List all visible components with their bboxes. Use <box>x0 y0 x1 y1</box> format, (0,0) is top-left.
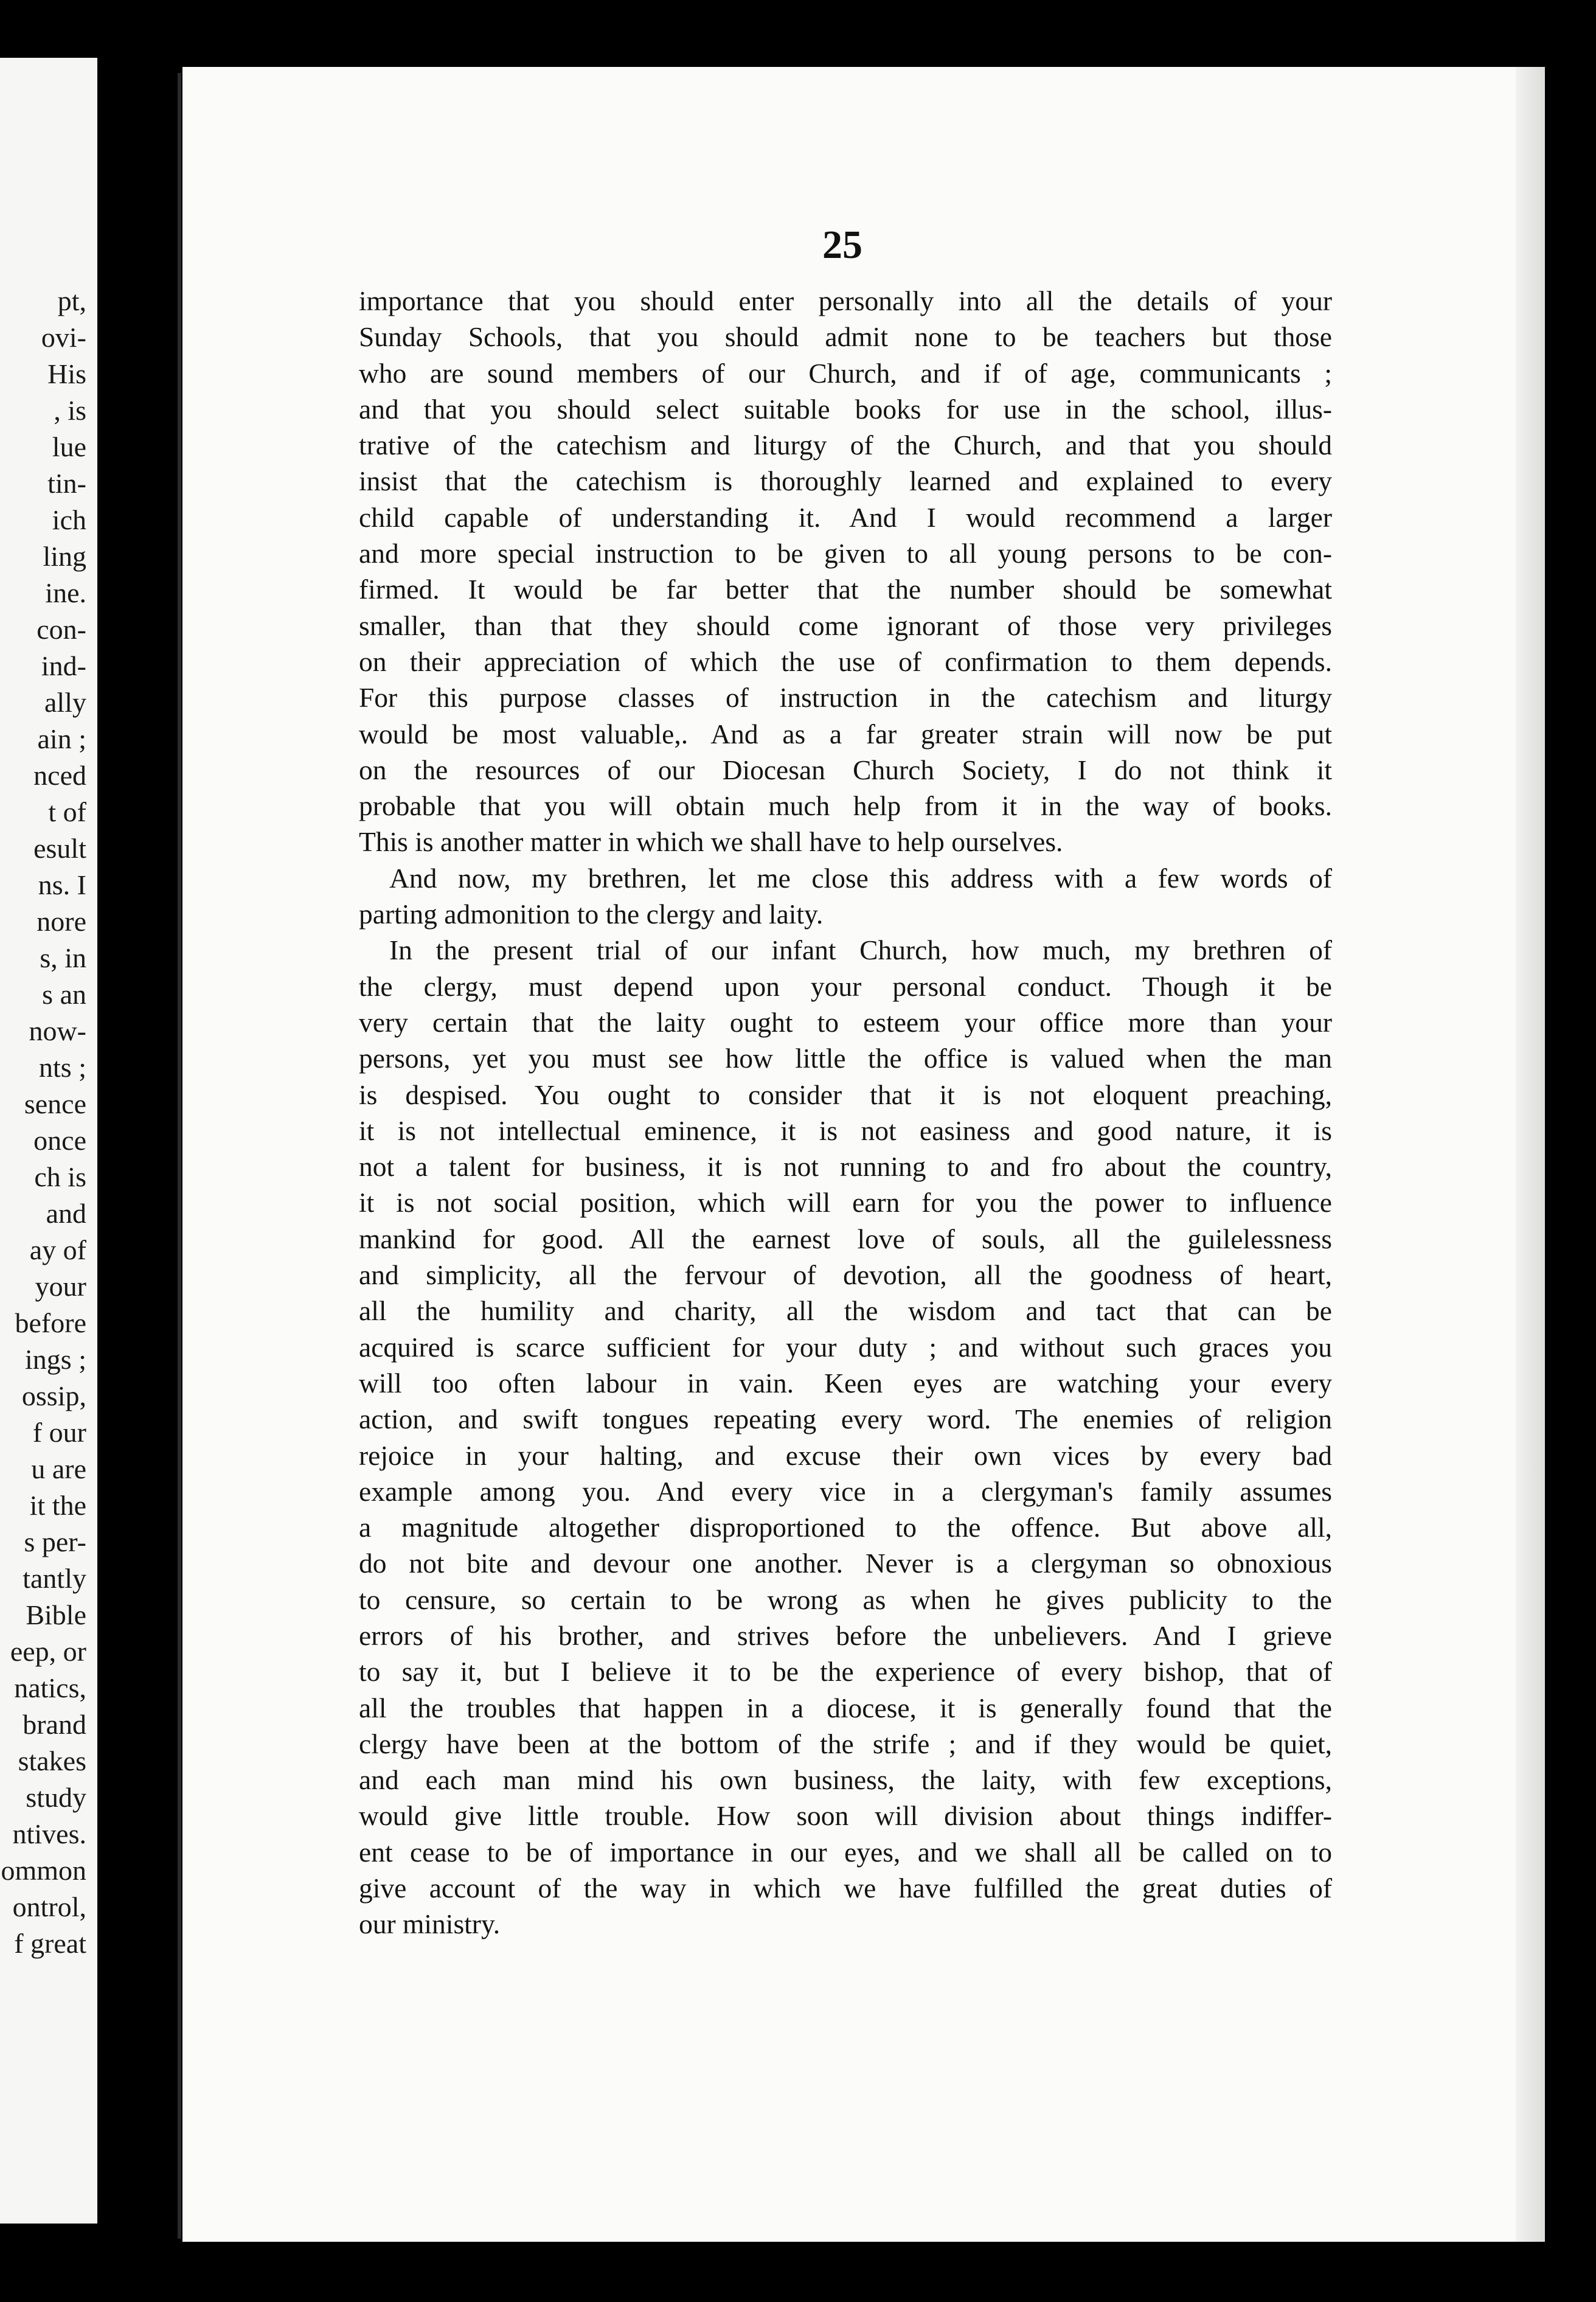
text-line: on the resources of our Diocesan Church Society, I do not think it <box>359 754 1332 785</box>
page <box>182 67 1545 2242</box>
text-line: clergy have been at the bottom of the strife ; and if they would be quiet, <box>359 1728 1332 1759</box>
text-line: do not bite and devour one another. Never is a clergyman so obnoxious <box>359 1548 1332 1579</box>
left-page-fragment: ling <box>43 541 86 572</box>
left-page-fragment: before <box>15 1307 86 1338</box>
text-line: mankind for good. All the earnest love of souls, all the guilelessness <box>359 1223 1332 1254</box>
left-page-fragment: ings ; <box>25 1344 86 1375</box>
left-page-fragment: study <box>26 1782 86 1813</box>
left-page-fragment: brand <box>23 1709 86 1740</box>
left-page-fragment: esult <box>33 833 86 864</box>
left-page-fragment: ain ; <box>37 723 86 754</box>
left-page-fragment: and <box>46 1198 86 1229</box>
left-page-fragment: ine. <box>45 577 86 608</box>
text-line: and simplicity, all the fervour of devotion, all the goodness of heart, <box>359 1259 1332 1291</box>
left-page-fragment: nced <box>33 760 86 791</box>
text-line: it is not social position, which will earn for you the power to influence <box>359 1187 1332 1219</box>
text-line: ent cease to be of importance in our eyes, and we shall all be called on to <box>359 1836 1332 1868</box>
text-line: very certain that the laity ought to esteem your office more than your <box>359 1006 1332 1038</box>
left-page-fragment: sence <box>24 1088 86 1119</box>
page-number: 25 <box>822 223 862 267</box>
text-line: example among you. And every vice in a clergyman's family assumes <box>359 1475 1332 1507</box>
text-line: all the humility and charity, all the wisdom and tact that can be <box>359 1295 1332 1327</box>
text-line: to censure, so certain to be wrong as when he gives publicity to the <box>359 1584 1332 1615</box>
left-page-fragment: ch is <box>34 1161 86 1192</box>
text-line: our ministry. <box>359 1908 501 1940</box>
text-line: all the troubles that happen in a diocese, it is generally found that the <box>359 1692 1332 1723</box>
text-line: and that you should select suitable books for use in the school, illus- <box>359 393 1332 425</box>
left-page-fragment: f great <box>14 1928 86 1959</box>
left-page-fragment: ommon <box>1 1855 86 1886</box>
left-page-fragment: it the <box>29 1490 86 1521</box>
left-page-fragment: , is <box>54 395 86 426</box>
left-page-fragment: tantly <box>23 1563 86 1594</box>
body-text <box>359 283 1332 1942</box>
text-line: importance that you should enter personally into all the details of your <box>359 285 1332 316</box>
text-line: the clergy, must depend upon your personal conduct. Though it be <box>359 970 1332 1002</box>
text-line: will too often labour in vain. Keen eyes are watching your every <box>359 1367 1332 1399</box>
left-page-fragment: now- <box>29 1015 86 1046</box>
text-line: errors of his brother, and strives before the unbelievers. And I grieve <box>359 1619 1332 1651</box>
text-line: insist that the catechism is thoroughly learned and explained to every <box>359 465 1332 497</box>
text-line: a magnitude altogether disproportioned to the offence. But above all, <box>359 1512 1332 1543</box>
text-line: give account of the way in which we have fulfilled the great duties of <box>359 1873 1332 1904</box>
text-line: on their appreciation of which the use of confirmation to them depends. <box>359 645 1332 677</box>
left-page-fragment: lue <box>52 431 86 462</box>
left-page-fragment: nore <box>36 906 86 937</box>
left-page-fragment: u are <box>31 1453 86 1484</box>
text-line: Sunday Schools, that you should admit none to be teachers but those <box>359 321 1332 353</box>
left-page-fragment: ovi- <box>41 322 86 353</box>
left-page-fragment: con- <box>36 614 86 645</box>
left-page-edge <box>0 58 97 2224</box>
text-line: child capable of understanding it. And I would recommend a larger <box>359 501 1332 533</box>
text-line: who are sound members of our Church, and if of age, communicants ; <box>359 357 1332 389</box>
text-line: rejoice in your halting, and excuse their own vices by every bad <box>359 1439 1332 1471</box>
left-page-fragment: ay of <box>29 1234 86 1265</box>
left-page-fragment: once <box>33 1125 86 1156</box>
text-line: For this purpose classes of instruction in the catechism and liturgy <box>359 682 1332 714</box>
text-line: And now, my brethren, let me close this address with a few words of <box>389 862 1332 894</box>
text-line: action, and swift tongues repeating every word. The enemies of religion <box>359 1403 1332 1435</box>
left-page-fragment: ontrol, <box>12 1891 86 1922</box>
text-line: would be most valuable,. And as a far greater strain will now be put <box>359 718 1332 749</box>
left-page-fragment: s per- <box>24 1526 86 1557</box>
left-page-text-fragments <box>1 283 86 1962</box>
text-line: In the present trial of our infant Church, how much, my brethren of <box>389 934 1332 966</box>
left-page-fragment: natics, <box>14 1672 86 1703</box>
left-page-fragment: His <box>47 358 86 389</box>
text-line: to say it, but I believe it to be the experience of every bishop, that of <box>359 1656 1332 1688</box>
left-page-fragment: ich <box>52 504 86 535</box>
text-line: and more special instruction to be given to all young persons to be con- <box>359 538 1332 569</box>
text-line: not a talent for business, it is not running to and fro about the country, <box>359 1151 1332 1183</box>
left-page-fragment: ind- <box>41 650 86 681</box>
left-page-fragment: ossip, <box>21 1380 86 1411</box>
left-page-fragment: pt, <box>57 285 86 316</box>
text-line: persons, yet you must see how little the office is valued when the man <box>359 1043 1332 1074</box>
left-page-fragment: ns. I <box>38 869 86 900</box>
left-page-fragment: tin- <box>47 468 86 499</box>
text-line: and each man mind his own business, the laity, with few exceptions, <box>359 1764 1332 1796</box>
left-page-fragment: ntives. <box>12 1818 86 1849</box>
text-line: trative of the catechism and liturgy of the Church, and that you should <box>359 429 1332 461</box>
text-line: it is not intellectual eminence, it is not easiness and good nature, it is <box>359 1114 1332 1146</box>
left-page-fragment: t of <box>48 796 86 827</box>
left-page-fragment: your <box>35 1271 86 1302</box>
left-page-fragment: Bible <box>26 1599 86 1630</box>
left-page-fragment: s an <box>42 979 86 1010</box>
text-line: probable that you will obtain much help from it in the way of books. <box>359 790 1332 822</box>
text-line: is despised. You ought to consider that it is not eloquent preaching, <box>359 1079 1332 1110</box>
text-line: would give little trouble. How soon will division about things indiffer- <box>359 1800 1332 1832</box>
book-gutter <box>178 73 181 2239</box>
left-page-fragment: ally <box>44 687 86 718</box>
text-line: firmed. It would be far better that the number should be somewhat <box>359 574 1332 605</box>
text-line: parting admonition to the clergy and laity. <box>359 899 824 930</box>
left-page-fragment: nts ; <box>39 1052 86 1083</box>
left-page-fragment: eep, or <box>10 1636 86 1667</box>
page-edge-shadow <box>1516 67 1545 2242</box>
left-page-fragment: stakes <box>18 1745 86 1776</box>
text-line: acquired is scarce sufficient for your duty ; and without such graces you <box>359 1331 1332 1363</box>
left-page-fragment: s, in <box>40 942 86 973</box>
text-line: This is another matter in which we shall have to help ourselves. <box>359 826 1063 858</box>
text-line: smaller, than that they should come ignorant of those very privileges <box>359 610 1332 641</box>
left-page-fragment: f our <box>32 1417 86 1448</box>
